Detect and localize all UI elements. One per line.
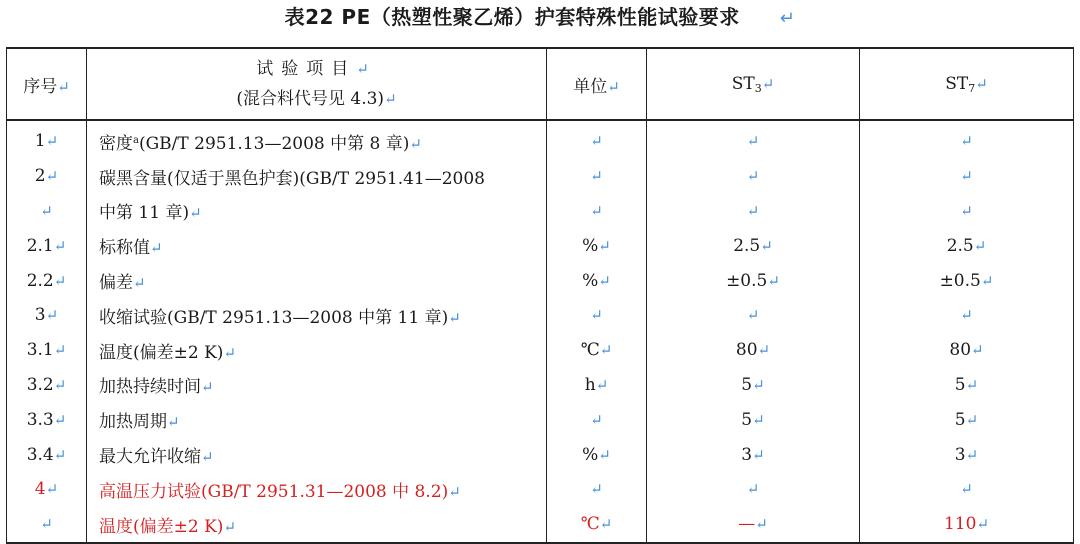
row-unit: h↵ [547,368,647,403]
return-mark-icon: ↵ [960,480,973,499]
table-header-row [7,48,1074,120]
return-mark-icon: ↵ [409,134,422,153]
return-mark-icon: ↵ [598,271,611,290]
row-unit [547,298,647,333]
row-item: 偏差↵ [87,263,547,298]
return-mark-icon: ↵ [965,375,979,394]
row-unit [547,120,647,159]
return-mark-icon: ↵ [223,517,237,536]
table-row [7,228,1074,263]
row-item: 最大允许收缩↵ [87,437,547,472]
return-mark-icon: ↵ [746,167,760,186]
return-mark-icon: ↵ [599,515,613,534]
row-item: 加热持续时间↵ [87,368,547,403]
row-value-st7: 3↵ [860,437,1074,472]
row-item: 加热周期↵ [87,402,547,437]
return-mark-icon: ↵ [976,515,990,534]
return-mark-icon: ↵ [448,308,461,327]
return-mark-icon: ↵ [607,77,620,96]
return-mark-icon: ↵ [746,480,760,499]
return-mark-icon: ↵ [590,480,603,499]
row-item: 中第 11 章)↵ [87,194,547,229]
row-number: 3.4↵ [7,437,87,472]
return-mark-icon: ↵ [45,132,59,151]
row-number: 1↵ [7,120,87,159]
return-mark-icon: ↵ [53,410,67,429]
table-title-text: 表22 PE（热塑性聚乙烯）护套特殊性能试验要求 [284,5,740,29]
row-unit: ℃↵ [547,507,647,543]
return-mark-icon: ↵ [960,306,973,325]
return-mark-icon: ↵ [767,271,780,290]
table-row-highlighted [7,507,1074,543]
row-number: 2.2↵ [7,263,87,298]
row-number [7,194,87,229]
row-item: 温度(偏差±2 K)↵ [87,507,547,543]
return-mark-icon: ↵ [133,274,146,293]
row-value-st3: 5↵ [647,402,860,437]
requirements-table [6,47,1074,544]
return-mark-icon: ↵ [590,201,603,220]
return-mark-icon: ↵ [57,77,70,96]
return-mark-icon: ↵ [752,375,765,394]
row-number [7,507,87,543]
row-number: 3.2↵ [7,368,87,403]
row-unit [547,194,647,229]
row-number: 3↵ [7,298,87,333]
header-unit: 单位↵ [547,48,647,120]
table-row [7,368,1074,403]
row-value-st3: —↵ [647,507,860,543]
table-row [7,159,1074,194]
return-mark-icon: ↵ [746,132,760,151]
row-value-st7 [860,472,1074,507]
row-value-st7: 80↵ [860,333,1074,368]
return-mark-icon: ↵ [356,60,377,78]
return-mark-icon: ↵ [973,236,987,255]
return-mark-icon: ↵ [752,445,765,464]
row-number: 2.1↵ [7,228,87,263]
row-number: 3.1↵ [7,333,87,368]
row-value-st7: 2.5↵ [860,228,1074,263]
row-item: 温度(偏差±2 K)↵ [87,333,547,368]
row-unit: %↵ [547,437,647,472]
row-unit: ℃↵ [547,333,647,368]
row-value-st3 [647,120,860,159]
row-value-st3: 5↵ [647,368,860,403]
return-mark-icon: ↵ [40,201,53,220]
header-seq: 序号↵ [7,48,87,120]
row-unit [547,159,647,194]
return-mark-icon: ↵ [975,74,988,93]
row-value-st3 [647,194,860,229]
row-value-st7 [860,298,1074,333]
return-mark-icon: ↵ [189,204,202,223]
return-mark-icon: ↵ [590,306,603,325]
row-value-st7 [860,194,1074,229]
return-mark-icon: ↵ [761,74,775,93]
return-mark-icon: ↵ [53,271,67,290]
row-value-st7 [860,120,1074,159]
row-item: 碳黑含量(仅适于黑色护套)(GB/T 2951.41—2008 [87,159,547,194]
return-mark-icon: ↵ [960,132,973,151]
return-mark-icon: ↵ [223,343,237,362]
row-unit: %↵ [547,228,647,263]
row-unit [547,472,647,507]
return-mark-icon: ↵ [45,306,59,325]
return-mark-icon: ↵ [757,341,771,360]
row-value-st3: ±0.5↵ [647,263,860,298]
row-number: 3.3↵ [7,402,87,437]
return-mark-icon: ↵ [53,375,67,394]
row-value-st3: 3↵ [647,437,860,472]
return-mark-icon: ↵ [150,239,163,258]
table-row [7,120,1074,159]
table-row [7,194,1074,229]
table-row [7,402,1074,437]
return-mark-icon: ↵ [752,410,765,429]
return-mark-icon: ↵ [590,132,603,151]
return-mark-icon: ↵ [590,167,603,186]
return-mark-icon: ↵ [201,448,214,467]
return-mark-icon: ↵ [53,445,67,464]
return-mark-icon: ↵ [598,445,611,464]
header-st3: $ST_3↵$ [647,48,860,120]
return-mark-icon: ↵ [746,201,760,220]
row-value-st3 [647,159,860,194]
return-mark-icon: ↵ [965,410,979,429]
return-mark-icon: ↵ [779,8,796,29]
return-mark-icon: ↵ [40,515,53,534]
row-value-st3 [647,472,860,507]
table-row [7,437,1074,472]
row-number: 2↵ [7,159,87,194]
row-value-st7: 110↵ [860,507,1074,543]
row-value-st3: 2.5↵ [647,228,860,263]
row-value-st7: 5↵ [860,368,1074,403]
return-mark-icon: ↵ [755,515,768,534]
return-mark-icon: ↵ [960,167,973,186]
row-number: 4↵ [7,472,87,507]
return-mark-icon: ↵ [53,236,67,255]
row-item: 标称值↵ [87,228,547,263]
return-mark-icon: ↵ [595,375,609,394]
return-mark-icon: ↵ [760,236,773,255]
table-row-highlighted [7,472,1074,507]
header-st7: $ST_7↵$ [860,48,1074,120]
table-title [0,2,1080,32]
return-mark-icon: ↵ [45,167,59,186]
return-mark-icon: ↵ [599,341,613,360]
return-mark-icon: ↵ [167,413,180,432]
return-mark-icon: ↵ [45,480,59,499]
return-mark-icon: ↵ [980,271,994,290]
return-mark-icon: ↵ [384,90,397,108]
row-item: 收缩试验(GB/T 2951.13—2008 中第 11 章)↵ [87,298,547,333]
row-value-st7: ±0.5↵ [860,263,1074,298]
return-mark-icon: ↵ [965,445,979,464]
return-mark-icon: ↵ [448,482,461,501]
row-unit [547,402,647,437]
return-mark-icon: ↵ [53,341,67,360]
return-mark-icon: ↵ [960,201,973,220]
return-mark-icon: ↵ [201,378,214,397]
row-item: 密度$^a$(GB/T 2951.13—2008 中第 8 章)↵ [87,120,547,159]
table-row [7,333,1074,368]
header-item: 试验项目↵ (混合料代号见 4.3)↵ [87,48,547,120]
table-row [7,263,1074,298]
row-value-st3: 80↵ [647,333,860,368]
table-row [7,298,1074,333]
return-mark-icon: ↵ [598,236,611,255]
return-mark-icon: ↵ [590,410,603,429]
return-mark-icon: ↵ [971,341,984,360]
row-unit: %↵ [547,263,647,298]
return-mark-icon: ↵ [746,306,760,325]
row-value-st7: 5↵ [860,402,1074,437]
row-value-st3 [647,298,860,333]
row-value-st7 [860,159,1074,194]
row-item: 高温压力试验(GB/T 2951.31—2008 中 8.2)↵ [87,472,547,507]
